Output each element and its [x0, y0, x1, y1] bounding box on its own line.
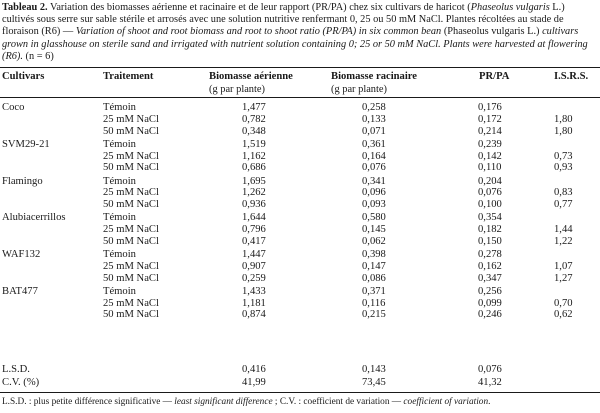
traitement: 50 mM NaCl	[103, 309, 159, 320]
footnote-end: .	[488, 397, 491, 407]
footnote-cv-en: coefficient of variation	[403, 397, 489, 407]
cultivar-name: WAF132	[2, 249, 41, 260]
biomasse-racinaire: 0,258	[362, 102, 386, 113]
isrs-value: 0,70	[554, 298, 573, 309]
header-pr-pa: PR/PA	[479, 71, 510, 82]
table-row	[0, 114, 600, 126]
pr-pa-ratio: 0,214	[478, 126, 502, 137]
pr-pa-ratio: 0,256	[478, 286, 502, 297]
footnote-cv-fr: ; C.V. : coefficient de variation —	[272, 397, 404, 407]
cultivar-name: Coco	[2, 102, 25, 113]
header-rule	[0, 97, 600, 98]
table-row	[0, 224, 600, 236]
header-cultivars: Cultivars	[2, 71, 45, 82]
biomasse-aerienne: 0,348	[242, 126, 266, 137]
traitement: 50 mM NaCl	[103, 236, 159, 247]
table-row	[0, 187, 600, 199]
table-top-rule	[0, 67, 600, 68]
table-row	[0, 162, 600, 174]
pr-pa-ratio: 0,278	[478, 249, 502, 260]
biomasse-racinaire: 0,371	[362, 286, 386, 297]
header-isrs: I.S.R.S.	[554, 71, 589, 82]
biomasse-aerienne: 0,417	[242, 236, 266, 247]
traitement: 25 mM NaCl	[103, 224, 159, 235]
table-row	[0, 273, 600, 285]
table-row	[0, 126, 600, 138]
isrs-value: 0,73	[554, 151, 573, 162]
traitement: Témoin	[103, 102, 136, 113]
table-caption	[2, 2, 598, 63]
biomasse-aerienne: 1,695	[242, 176, 266, 187]
pr-pa-ratio: 0,182	[478, 224, 502, 235]
biomasse-racinaire: 0,086	[362, 273, 386, 284]
cv-prpa: 41,32	[478, 377, 502, 388]
caption-label: Tableau 2.	[2, 2, 48, 13]
pr-pa-ratio: 0,354	[478, 212, 502, 223]
biomasse-racinaire: 0,215	[362, 309, 386, 320]
traitement: 25 mM NaCl	[103, 261, 159, 272]
biomasse-racinaire: 0,133	[362, 114, 386, 125]
table-footnote	[2, 397, 598, 408]
biomasse-racinaire: 0,361	[362, 139, 386, 150]
isrs-value: 0,62	[554, 309, 573, 320]
biomasse-aerienne: 1,477	[242, 102, 266, 113]
biomasse-racinaire: 0,076	[362, 162, 386, 173]
caption-species-name: Phaseolus vulgaris	[470, 2, 550, 13]
biomasse-aerienne: 1,447	[242, 249, 266, 260]
biomasse-aerienne: 1,644	[242, 212, 266, 223]
biomasse-aerienne: 0,936	[242, 199, 266, 210]
traitement: 50 mM NaCl	[103, 199, 159, 210]
biomasse-racinaire: 0,093	[362, 199, 386, 210]
table-row	[0, 139, 600, 151]
biomasse-racinaire: 0,062	[362, 236, 386, 247]
table-row	[0, 309, 600, 321]
table-row	[0, 249, 600, 261]
traitement: Témoin	[103, 176, 136, 187]
units-biomasse-aerienne: (g par plante)	[209, 84, 265, 95]
pr-pa-ratio: 0,099	[478, 298, 502, 309]
isrs-value: 1,44	[554, 224, 573, 235]
traitement: 25 mM NaCl	[103, 114, 159, 125]
isrs-value: 1,07	[554, 261, 573, 272]
biomasse-aerienne: 1,433	[242, 286, 266, 297]
cultivar-name: SVM29-21	[2, 139, 50, 150]
biomasse-racinaire: 0,071	[362, 126, 386, 137]
biomasse-racinaire: 0,096	[362, 187, 386, 198]
biomasse-aerienne: 1,262	[242, 187, 266, 198]
biomasse-aerienne: 0,907	[242, 261, 266, 272]
biomasse-aerienne: 0,686	[242, 162, 266, 173]
cultivar-name: BAT477	[2, 286, 38, 297]
caption-sample-size: (n = 6)	[22, 50, 54, 62]
pr-pa-ratio: 0,076	[478, 187, 502, 198]
header-biomasse-racinaire: Biomasse racinaire	[331, 71, 418, 82]
caption-english-part2: cultivars grown in glasshouse on sterile sand and irrigated with nutrient solution containing 0; 25 or 50 mM NaCl. Plants were harvested at flowering (R6).	[2, 26, 588, 62]
biomasse-aerienne: 0,782	[242, 114, 266, 125]
pr-pa-ratio: 0,246	[478, 309, 502, 320]
pr-pa-ratio: 0,176	[478, 102, 502, 113]
table-row	[0, 286, 600, 298]
cultivar-name: Alubiacerrillos	[2, 212, 66, 223]
units-biomasse-racinaire: (g par plante)	[331, 84, 387, 95]
isrs-value: 1,27	[554, 273, 573, 284]
footnote-lsd-fr: L.S.D. : plus petite différence significative —	[2, 397, 175, 407]
pr-pa-ratio: 0,142	[478, 151, 502, 162]
pr-pa-ratio: 0,172	[478, 114, 502, 125]
traitement: 50 mM NaCl	[103, 126, 159, 137]
footnote-lsd-en: least significant difference	[174, 397, 273, 407]
header-traitement: Traitement	[103, 71, 154, 82]
isrs-value: 1,22	[554, 236, 573, 247]
caption-french-part2: L.) cultivés sous serre sur sable stérile et arrosés avec une solution nutritive renfermant 0, 25 ou 50 mM NaCl. Plantes récoltées au stade de floraison (R6) —	[2, 2, 565, 38]
traitement: Témoin	[103, 139, 136, 150]
traitement: 25 mM NaCl	[103, 187, 159, 198]
table-row	[0, 199, 600, 211]
lsd-label: L.S.D.	[2, 364, 30, 375]
traitement: 25 mM NaCl	[103, 298, 159, 309]
isrs-value: 0,83	[554, 187, 573, 198]
traitement: 25 mM NaCl	[103, 151, 159, 162]
isrs-value: 1,80	[554, 126, 573, 137]
cv-row	[0, 377, 600, 389]
table-row	[0, 236, 600, 248]
biomasse-aerienne: 1,519	[242, 139, 266, 150]
pr-pa-ratio: 0,239	[478, 139, 502, 150]
caption-french-part1: Variation des biomasses aérienne et racinaire et de leur rapport (PR/PA) chez six cultivars de haricot (	[47, 2, 471, 13]
biomasse-aerienne: 0,874	[242, 309, 266, 320]
cv-racinaire: 73,45	[362, 377, 386, 388]
lsd-prpa: 0,076	[478, 364, 502, 375]
table-row	[0, 102, 600, 114]
cv-label: C.V. (%)	[2, 377, 40, 388]
biomasse-racinaire: 0,580	[362, 212, 386, 223]
lsd-row	[0, 364, 600, 376]
cv-aerienne: 41,99	[242, 377, 266, 388]
biomasse-racinaire: 0,147	[362, 261, 386, 272]
biomasse-racinaire: 0,116	[362, 298, 386, 309]
traitement: Témoin	[103, 249, 136, 260]
biomasse-aerienne: 0,796	[242, 224, 266, 235]
biomasse-racinaire: 0,164	[362, 151, 386, 162]
biomasse-aerienne: 1,162	[242, 151, 266, 162]
traitement: 50 mM NaCl	[103, 273, 159, 284]
lsd-aerienne: 0,416	[242, 364, 266, 375]
isrs-value: 1,80	[554, 114, 573, 125]
table-row	[0, 261, 600, 273]
traitement: Témoin	[103, 212, 136, 223]
pr-pa-ratio: 0,204	[478, 176, 502, 187]
pr-pa-ratio: 0,110	[478, 162, 502, 173]
biomasse-racinaire: 0,398	[362, 249, 386, 260]
pr-pa-ratio: 0,150	[478, 236, 502, 247]
pr-pa-ratio: 0,162	[478, 261, 502, 272]
isrs-value: 0,77	[554, 199, 573, 210]
lsd-racinaire: 0,143	[362, 364, 386, 375]
cultivar-name: Flamingo	[2, 176, 43, 187]
traitement: 50 mM NaCl	[103, 162, 159, 173]
caption-english-part1: Variation of shoot and root biomass and root to shoot ratio (PR/PA) in six common bean	[75, 26, 442, 38]
biomasse-aerienne: 0,259	[242, 273, 266, 284]
pr-pa-ratio: 0,347	[478, 273, 502, 284]
traitement: Témoin	[103, 286, 136, 297]
header-biomasse-aerienne: Biomasse aérienne	[209, 71, 293, 82]
isrs-value: 0,93	[554, 162, 573, 173]
table-bottom-rule	[0, 392, 600, 393]
biomasse-racinaire: 0,145	[362, 224, 386, 235]
biomasse-aerienne: 1,181	[242, 298, 266, 309]
pr-pa-ratio: 0,100	[478, 199, 502, 210]
table-row	[0, 212, 600, 224]
caption-english-species: (Phaseolus vulgaris L.)	[441, 26, 543, 38]
biomasse-racinaire: 0,341	[362, 176, 386, 187]
